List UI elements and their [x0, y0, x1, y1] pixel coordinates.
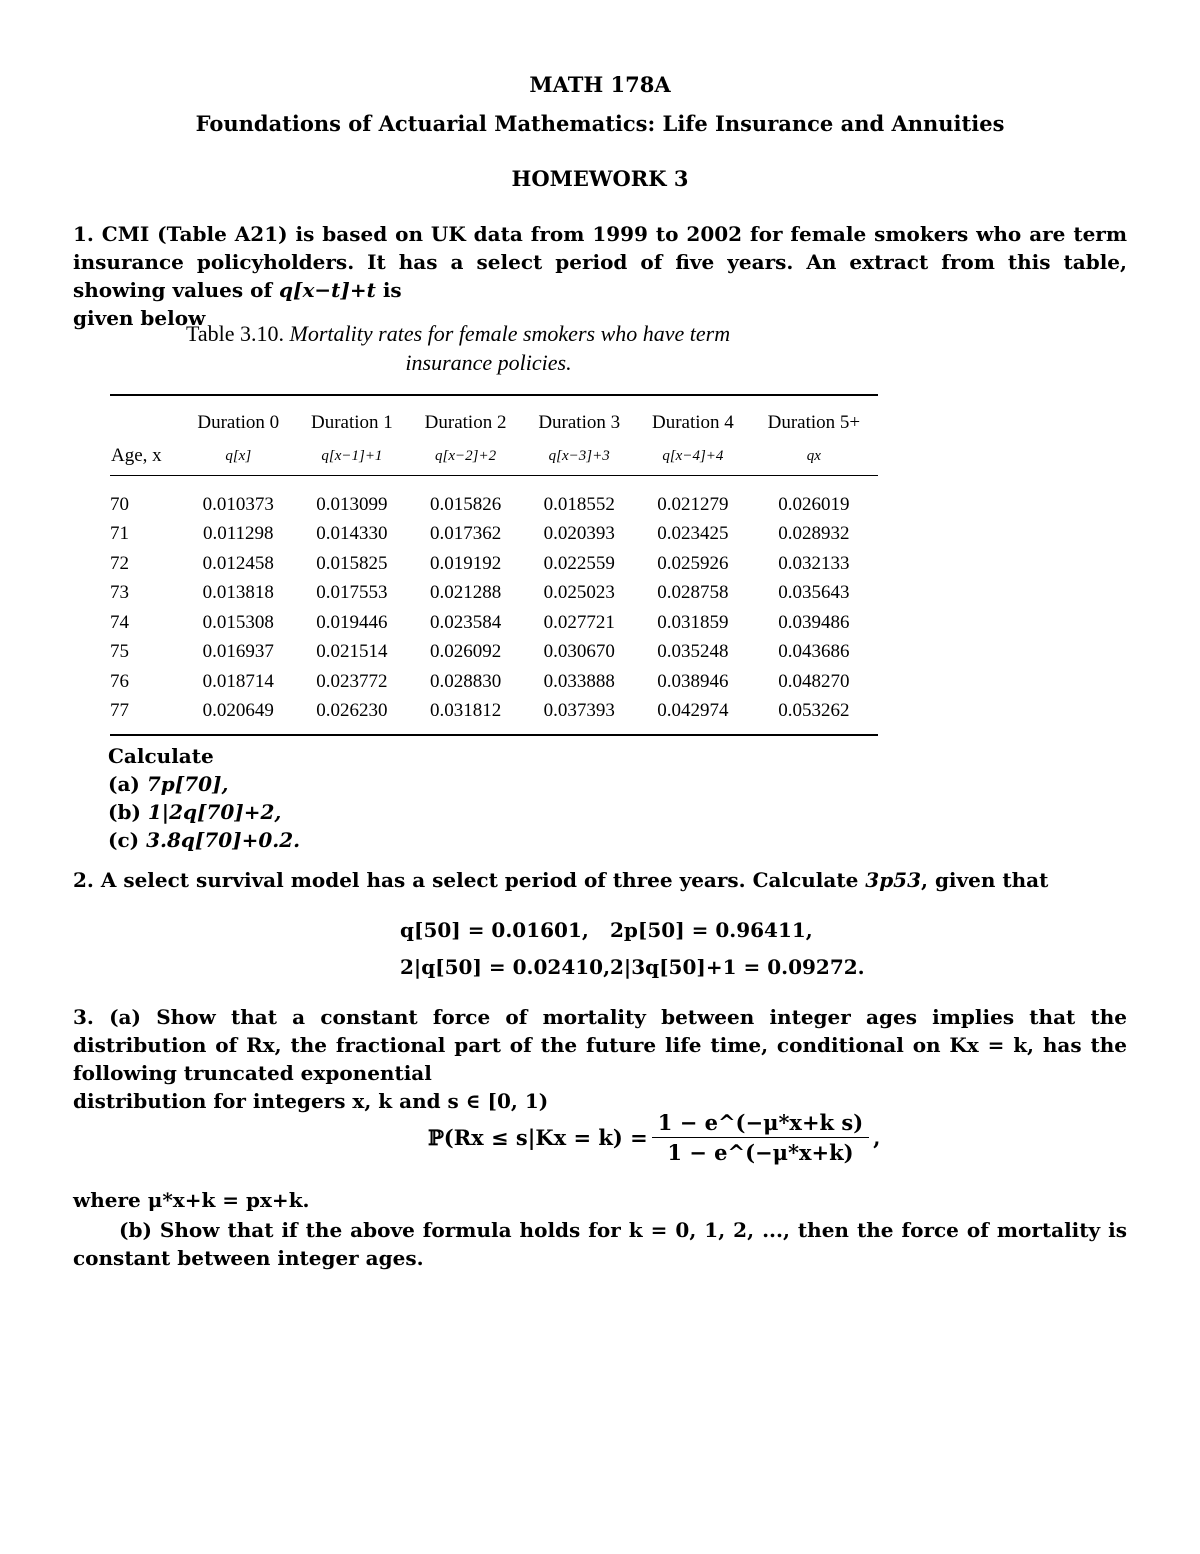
course-title: MATH 178A: [529, 72, 671, 97]
table-cell-value: 0.026019: [778, 493, 850, 515]
equation-2q50: 2|q[50] = 0.02410,: [400, 955, 611, 979]
table-row: [110, 579, 878, 609]
problem-3b-text: (b) Show that if the above formula holds for k = 0, 1, 2, ..., then the force of mortality is constant between integer ages.: [73, 1218, 1127, 1270]
table-row: [110, 608, 878, 638]
table-caption-prefix: Table 3.10.: [186, 321, 285, 346]
table-cell-value: 0.023584: [429, 611, 502, 633]
table-cell-value: 0.039486: [778, 611, 850, 633]
table-cell-value: 0.018714: [202, 670, 274, 692]
table-header-duration-5: Duration 5+: [750, 395, 878, 435]
table-row: [110, 549, 878, 579]
table-header-duration-4: Duration 4: [636, 395, 750, 435]
table-caption-italic-1: Mortality rates for female smokers who have term: [289, 321, 731, 346]
table-symbol-4: q[x−4]+4: [636, 435, 750, 476]
problem-2-text: [73, 866, 1127, 894]
table-cell-value: 0.032133: [778, 552, 850, 574]
problem-1-intro: 1. CMI (Table A21) is based on UK data from 1999 to 2002 for female smokers who are term insurance policyholders. It has a select period of five years. An extract from this table, showing values of: [73, 222, 1127, 302]
table-cell-value: 0.013818: [202, 582, 274, 604]
table-cell-age: 73: [110, 582, 129, 604]
table-caption-italic-2: insurance policies.: [405, 350, 572, 375]
table-cell-value: 0.017553: [316, 582, 388, 604]
homework-title: HOMEWORK 3: [511, 166, 689, 191]
part-a-label: (a): [108, 772, 140, 796]
mortality-table: [110, 394, 878, 736]
table-cell-value: 0.048270: [778, 670, 850, 692]
table-cell-value: 0.028758: [657, 582, 729, 604]
table-row: [110, 638, 878, 668]
table-symbol-2: q[x−2]+2: [409, 435, 523, 476]
table-header-empty: [110, 395, 181, 435]
table-cell-value: 0.031812: [409, 697, 523, 736]
course-subtitle: Foundations of Actuarial Mathematics: Life Insurance and Annuities: [195, 111, 1005, 136]
table-symbol-1: q[x−1]+1: [295, 435, 409, 476]
table-cell-value: 0.025023: [543, 582, 615, 604]
table-cell-value: 0.023772: [316, 670, 388, 692]
problem-2-symbol: 3p53: [865, 868, 922, 892]
table-cell-value: 0.025926: [657, 552, 729, 574]
table-row: [110, 520, 878, 550]
calculate-block: [108, 742, 300, 854]
table-cell-value: 0.020393: [543, 523, 615, 545]
table-cell-value: 0.016937: [202, 641, 274, 663]
table-body: [110, 476, 878, 736]
table-cell-value: 0.015825: [316, 552, 388, 574]
table-cell-value: 0.035248: [657, 641, 729, 663]
table-cell-value: 0.030670: [543, 641, 615, 663]
problem-1-symbol: q[x−t]+t: [279, 278, 376, 302]
part-b-expr: 1|2q[70]+2,: [147, 800, 282, 824]
table-cell-value: 0.027721: [543, 611, 615, 633]
formula-lhs: ℙ(Rx ≤ s|Kx = k) =: [428, 1125, 648, 1150]
problem-1-text: [73, 220, 1127, 332]
equation-23q50: 2|3q[50]+1 = 0.09272.: [610, 955, 865, 979]
table-cell-age: 74: [110, 611, 129, 633]
table-cell-value: 0.012458: [202, 552, 274, 574]
formula-numerator: 1 − e^(−μ*x+k s): [652, 1110, 869, 1138]
table-cell-value: 0.014330: [316, 523, 388, 545]
equation-q50: q[50] = 0.01601,: [400, 918, 589, 942]
table-header-duration-1: Duration 1: [295, 395, 409, 435]
table-cell-value: 0.038946: [657, 670, 729, 692]
problem-3a-body: 3. (a) Show that a constant force of mortality between integer ages implies that the distribution of Rx, the fractional part of the future life time, conditional on Kx = k, has the following truncated exponential: [73, 1005, 1127, 1085]
table-cell-age: 76: [110, 670, 129, 692]
part-b-label: (b): [108, 800, 141, 824]
table-cell-value: 0.031859: [657, 611, 729, 633]
table-cell-value: 0.015308: [202, 611, 274, 633]
calculate-label: Calculate: [108, 744, 214, 768]
table-symbol-0: q[x]: [181, 435, 295, 476]
table-cell-value: 0.026092: [429, 641, 502, 663]
problem-3a-text: [73, 1003, 1127, 1115]
table-cell-value: 0.013099: [316, 493, 388, 515]
table-row: [110, 476, 878, 520]
table-cell-value: 0.020649: [181, 697, 295, 736]
table-cell-age: 70: [110, 493, 129, 515]
problem-1-line-end: is: [375, 278, 402, 302]
where-clause: where μ*x+k = px+k.: [73, 1188, 310, 1212]
formula-denominator: 1 − e^(−μ*x+k): [667, 1140, 854, 1165]
table-cell-value: 0.021279: [657, 493, 729, 515]
table-cell-value: 0.015826: [429, 493, 502, 515]
table-cell-age: 75: [110, 641, 129, 663]
equation-2p50: 2p[50] = 0.96411,: [610, 918, 813, 942]
table-header-duration-0: Duration 0: [181, 395, 295, 435]
table-cell-value: 0.028932: [778, 523, 850, 545]
table-cell-age: 77: [110, 697, 181, 736]
problem-2-intro: 2. A select survival model has a select period of three years. Calculate: [73, 868, 859, 892]
problem-1-last-line: given below: [73, 306, 206, 330]
table-cell-value: 0.019192: [429, 552, 502, 574]
table-cell-value: 0.022559: [543, 552, 615, 574]
table-cell-value: 0.021288: [429, 582, 502, 604]
table-cell-value: 0.023425: [657, 523, 729, 545]
table-cell-value: 0.010373: [202, 493, 274, 515]
part-c-label: (c): [108, 828, 140, 852]
part-c: [108, 826, 300, 854]
table-cell-value: 0.037393: [522, 697, 636, 736]
table-header-duration-2: Duration 2: [409, 395, 523, 435]
table-cell-value: 0.011298: [202, 523, 274, 545]
part-a-expr: 7p[70],: [146, 772, 229, 796]
part-a: [108, 770, 300, 798]
table-cell-value: 0.019446: [316, 611, 388, 633]
table-age-label: Age, x: [110, 435, 181, 476]
problem-3a-last-line: distribution for integers x, k and s ∈ [0, 1): [73, 1089, 549, 1113]
table-cell-value: 0.021514: [316, 641, 388, 663]
truncated-exponential-formula: [428, 1110, 880, 1165]
table-symbol-3: q[x−3]+3: [522, 435, 636, 476]
table-cell-value: 0.028830: [429, 670, 502, 692]
formula-fraction: [652, 1110, 869, 1165]
table-cell-value: 0.017362: [429, 523, 502, 545]
part-c-expr: 3.8q[70]+0.2.: [146, 828, 301, 852]
table-symbol-5: qx: [750, 435, 878, 476]
part-b: [108, 798, 300, 826]
table-caption: [186, 318, 886, 350]
problem-2-text-end: , given that: [921, 868, 1049, 892]
table-symbol-row: [110, 435, 878, 476]
table-cell-value: 0.042974: [636, 697, 750, 736]
table-cell-value: 0.043686: [778, 641, 850, 663]
table-cell-value: 0.033888: [543, 670, 615, 692]
table-cell-value: 0.035643: [778, 582, 850, 604]
table-cell-age: 71: [110, 523, 129, 545]
table-cell-value: 0.018552: [543, 493, 615, 515]
table-cell-value: 0.026230: [295, 697, 409, 736]
formula-tail: ,: [873, 1125, 881, 1150]
table-row: [110, 667, 878, 697]
table-cell-age: 72: [110, 552, 129, 574]
table-row: [110, 697, 878, 736]
table-header-duration-3: Duration 3: [522, 395, 636, 435]
table-cell-value: 0.053262: [750, 697, 878, 736]
table-header-row: [110, 395, 878, 435]
